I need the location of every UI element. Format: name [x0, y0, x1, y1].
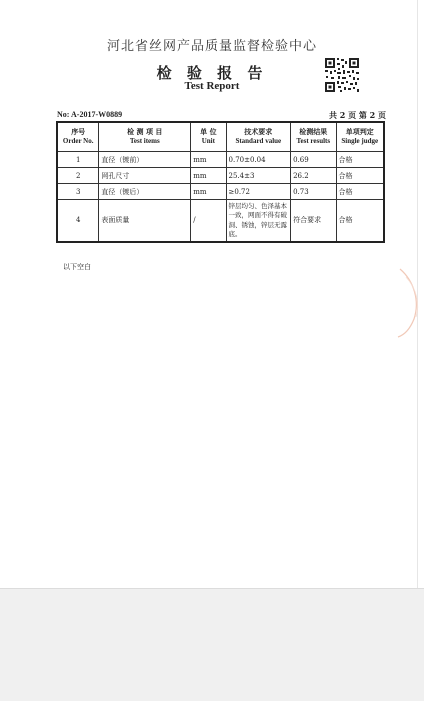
cell-judge: 合格: [336, 184, 384, 200]
blank-below-note: 以下空白: [63, 263, 91, 271]
qr-code-icon: [324, 57, 360, 93]
table-header-row: [57, 122, 384, 152]
cell-order-no: 4: [57, 200, 99, 242]
cell-unit: mm: [191, 152, 226, 168]
cell-judge: 合格: [336, 200, 384, 242]
header-standard-value: 技术要求 Standard value: [226, 122, 291, 152]
cell-test-item: 网孔尺寸: [99, 168, 191, 184]
header-order-no: 序号 Order No.: [57, 122, 99, 152]
cell-standard: 25.4±3: [226, 168, 291, 184]
table-row: [57, 168, 384, 184]
institution-title: 河北省丝网产品质量监督检验中心: [106, 39, 317, 54]
cell-standard: 锌层均匀、色泽基本一致，网面不得有破洞、锈蚀，锌层无露底。: [226, 200, 291, 242]
cell-order-no: 2: [57, 168, 99, 184]
table-row: [57, 200, 384, 242]
cell-test-item: 直径（镀后）: [99, 184, 191, 200]
report-title-en: Test Report: [184, 80, 240, 92]
cell-unit: mm: [191, 168, 226, 184]
cell-result: 0.73: [291, 184, 336, 200]
cell-result: 26.2: [291, 168, 336, 184]
table-row: [57, 152, 384, 168]
header-test-items: 检 测 项 目 Test items: [99, 122, 191, 152]
header-single-judge: 单项判定 Single judge: [336, 122, 384, 152]
cell-standard: ≥0.72: [226, 184, 291, 200]
test-results-table: [56, 121, 385, 243]
report-number: No: A-2017-W0889: [57, 110, 123, 119]
cell-judge: 合格: [336, 168, 384, 184]
cell-result: 0.69: [291, 152, 336, 168]
cell-unit: /: [191, 200, 226, 242]
header-unit: 单 位 Unit: [191, 122, 226, 152]
cell-test-item: 表面质量: [99, 200, 191, 242]
cell-unit: mm: [191, 184, 226, 200]
cell-standard: 0.70±0.04: [226, 152, 291, 168]
cell-order-no: 3: [57, 184, 99, 200]
background-area: [0, 588, 424, 701]
cell-order-no: 1: [57, 152, 99, 168]
cell-judge: 合格: [336, 152, 384, 168]
page-indicator: 共 2 页 第 2 页: [328, 110, 386, 120]
table-row: [57, 184, 384, 200]
report-title-cn: 检 验 报 告: [156, 64, 268, 82]
header-test-results: 检测结果 Test results: [291, 122, 336, 152]
cell-result: 符合要求: [291, 200, 336, 242]
seal-stamp-edge: [390, 267, 424, 339]
cell-test-item: 直径（镀前）: [99, 152, 191, 168]
